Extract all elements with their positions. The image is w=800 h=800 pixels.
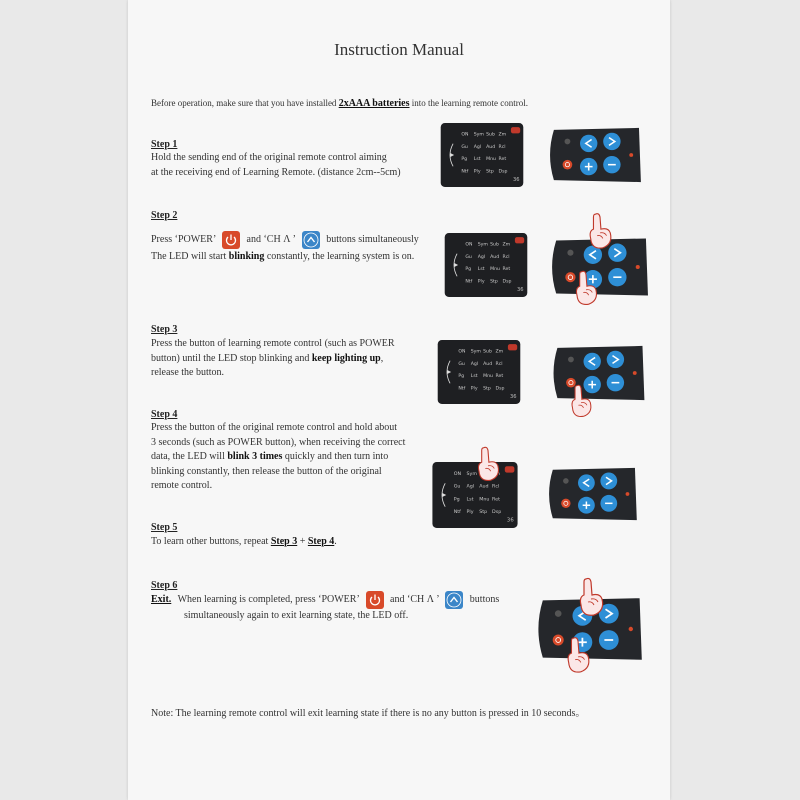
step6-exit: Exit. bbox=[151, 594, 172, 605]
ch-up-button-icon bbox=[445, 591, 463, 609]
step6-line1 bbox=[151, 590, 499, 610]
step2-and: and ‘CH Λ ’ bbox=[246, 234, 296, 245]
step2-blinking: blinking bbox=[228, 251, 265, 262]
step4-line3a: data, the LED will bbox=[151, 451, 225, 462]
step3-line: Press the button of learning remote control (such as POWER bbox=[151, 338, 395, 349]
step6-text bbox=[151, 590, 499, 622]
step3-line bbox=[151, 352, 395, 367]
step2-led-c: constantly, the learning system is on. bbox=[266, 251, 415, 262]
step4-line: Press the button of the original remote control and hold about bbox=[151, 422, 398, 433]
hand-icon bbox=[586, 212, 614, 250]
step6-line2: simultaneously again to exit learning state, the LED off. bbox=[184, 610, 409, 621]
step4-line bbox=[151, 450, 405, 465]
original-remote-illustration bbox=[440, 123, 524, 187]
learning-remote-illustration bbox=[548, 344, 648, 402]
step2-led-line bbox=[151, 250, 419, 264]
footer-note: Note: The learning remote control will exit learning state if there is no any button is pressed in 10 seconds。 bbox=[151, 708, 586, 719]
step1-line: Hold the sending end of the original remote control aiming bbox=[151, 152, 387, 163]
hand-icon bbox=[568, 384, 594, 418]
intro-before: Before operation, make sure that you have installed bbox=[151, 98, 337, 108]
hand-icon bbox=[576, 576, 606, 618]
step4-line: blinking constantly, then release the button of the original bbox=[151, 465, 382, 477]
step6-line1c: buttons bbox=[469, 594, 500, 605]
step2-press-line bbox=[151, 230, 419, 250]
manual-page bbox=[128, 0, 670, 800]
learning-remote-illustration bbox=[546, 126, 643, 184]
power-button-icon bbox=[366, 591, 384, 609]
step5-step4-ref: Step 4 bbox=[307, 536, 335, 547]
power-button-icon bbox=[222, 231, 240, 249]
step2-press: Press ‘POWER’ bbox=[151, 234, 216, 245]
step4-blink-3-times: blink 3 times bbox=[227, 451, 283, 462]
original-remote-illustration bbox=[434, 340, 524, 404]
step5-line1a: To learn other buttons, repeat bbox=[151, 536, 269, 547]
step3-text bbox=[151, 337, 395, 381]
step1-text bbox=[151, 151, 401, 180]
step3-comma: , bbox=[380, 352, 384, 364]
step5-heading: Step 5 bbox=[151, 522, 178, 533]
step2-simultaneously: buttons simultaneously bbox=[326, 234, 419, 245]
step5-period: . bbox=[334, 536, 337, 547]
original-remote-illustration bbox=[444, 233, 528, 297]
step1-heading: Step 1 bbox=[151, 139, 178, 150]
hand-icon bbox=[474, 446, 502, 482]
ch-up-button-icon bbox=[302, 231, 320, 249]
learning-remote-illustration bbox=[540, 466, 644, 522]
step4-line: 3 seconds (such as POWER button), when receiving the correct bbox=[151, 436, 406, 448]
hand-icon bbox=[564, 636, 592, 674]
step3-line: release the button. bbox=[151, 367, 225, 378]
step3-keep-lighting: keep lighting up bbox=[311, 352, 381, 364]
step6-heading: Step 6 bbox=[151, 580, 178, 591]
step3-heading: Step 3 bbox=[151, 324, 178, 335]
step2-led-a: The LED will start bbox=[151, 251, 227, 262]
step3-line2a: button) until the LED stop blinking and bbox=[151, 352, 310, 364]
batteries-highlight: 2xAAA batteries bbox=[338, 98, 410, 109]
intro-after: into the learning remote control. bbox=[411, 98, 528, 108]
step4-heading: Step 4 bbox=[151, 409, 178, 420]
step4-line3c: quickly and then turn into bbox=[284, 451, 389, 462]
step2-heading: Step 2 bbox=[151, 210, 178, 221]
step6-line1b: and ‘CH Λ ’ bbox=[390, 594, 439, 605]
step4-text bbox=[151, 421, 405, 494]
step4-line: remote control. bbox=[151, 480, 213, 491]
step2-text bbox=[151, 230, 419, 264]
intro-text bbox=[151, 96, 528, 112]
step1-line: at the receiving end of Learning Remote. (distance 2cm--5cm) bbox=[151, 166, 401, 178]
step6-line1a: When learning is completed, press ‘POWER’ bbox=[177, 594, 360, 605]
step5-text bbox=[151, 535, 337, 550]
step5-plus: + bbox=[299, 536, 306, 547]
page-title: Instruction Manual bbox=[334, 40, 464, 59]
hand-icon bbox=[572, 270, 600, 306]
step5-step3-ref: Step 3 bbox=[270, 536, 298, 547]
